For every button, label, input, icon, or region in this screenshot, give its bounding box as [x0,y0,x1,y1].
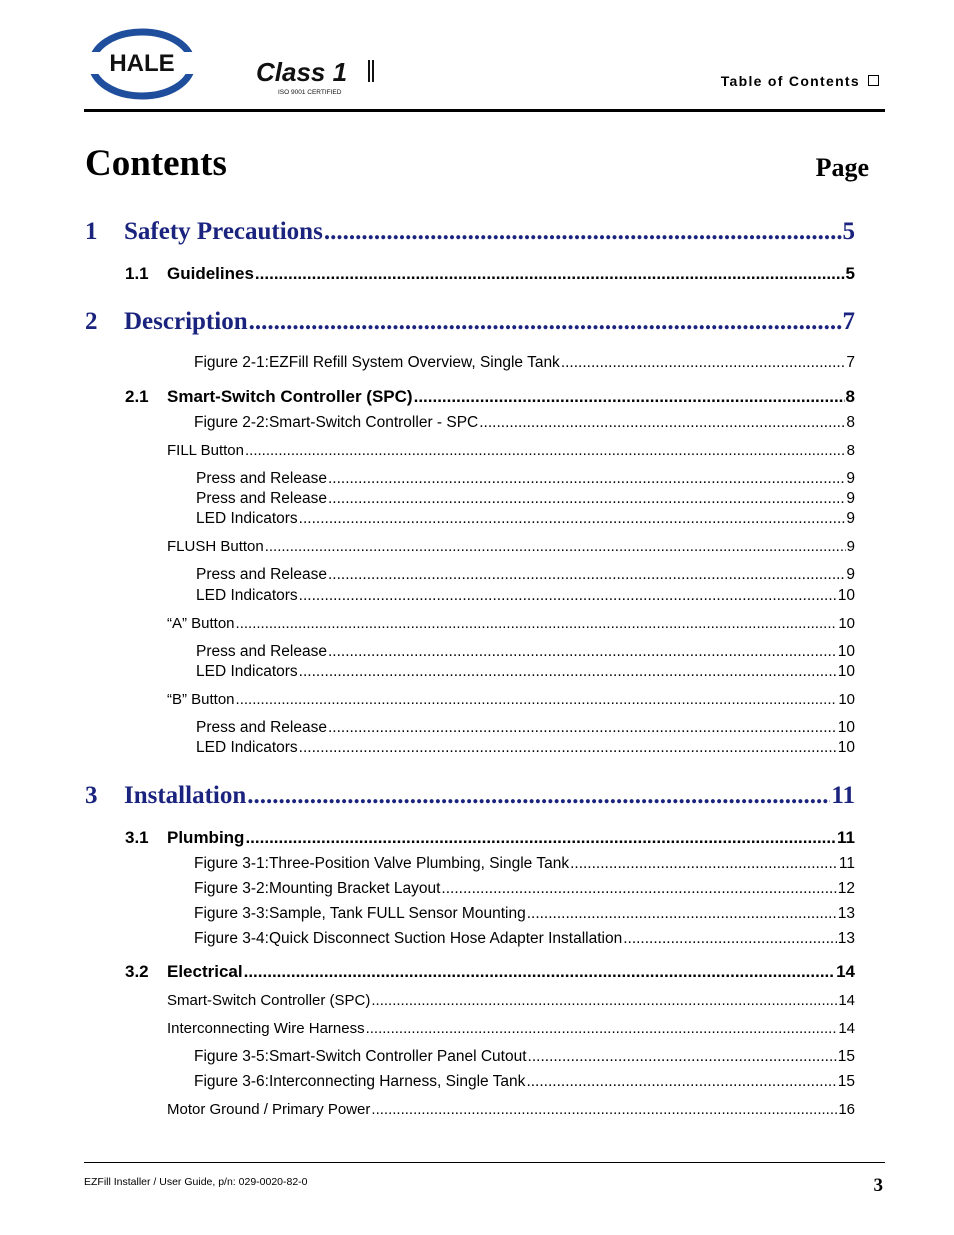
toc-subsection[interactable]: FLUSH Button ..... 9 [167,538,855,555]
running-header [721,73,879,89]
toc-subsubsection[interactable]: Press and Release ..... 9 [196,490,855,508]
toc-subsubsection[interactable]: Press and Release ..... 9 [196,566,855,584]
toc-figure[interactable]: Figure 3-5:Smart-Switch Controller Panel Cutout ..... 15 [194,1048,855,1066]
toc-section[interactable]: 3.1 Plumbing ..... 11 [125,828,855,848]
toc-subsection[interactable]: Interconnecting Wire Harness ..... 14 [167,1020,855,1037]
toc-figure[interactable]: Figure 3-2:Mounting Bracket Layout ..... 12 [194,880,855,898]
toc-section[interactable]: 3.2 Electrical ..... 14 [125,962,855,982]
page-column-label: Page [815,153,869,182]
toc-figure[interactable]: Figure 3-1:Three-Position Valve Plumbing, Single Tank ..... 11 [194,855,855,873]
toc-chapter[interactable]: 3 Installation ..... 11 [85,782,855,810]
running-header-text: Table of Contents [720,73,860,89]
hale-logo [86,28,198,100]
toc-subsubsection[interactable]: LED Indicators ..... 10 [196,739,855,757]
footer-document-title: EZFill Installer / User Guide, p/n: 029-0020-82-0 [84,1176,308,1188]
toc-subsubsection[interactable]: Press and Release ..... 10 [196,643,855,661]
toc-figure[interactable]: Figure 2-2:Smart-Switch Controller - SPC ..... 8 [194,414,855,432]
toc-subsubsection[interactable]: LED Indicators ..... 10 [196,663,855,681]
toc-chapter[interactable]: 2 Description ..... 7 [85,308,855,336]
svg-text:HALE: HALE [109,50,175,77]
footer-rule [84,1162,885,1163]
toc-subsubsection[interactable]: Press and Release ..... 9 [196,470,855,488]
toc-section[interactable]: 1.1 Guidelines ..... 5 [125,264,855,284]
toc-subsection[interactable]: “B” Button ..... 10 [167,691,855,708]
toc-section[interactable]: 2.1 Smart-Switch Controller (SPC) ..... 8 [125,387,855,407]
toc-subsubsection[interactable]: LED Indicators ..... 9 [196,510,855,528]
toc-figure[interactable]: Figure 3-6:Interconnecting Harness, Single Tank ..... 15 [194,1073,855,1091]
class1-logo [254,56,382,100]
page-title: Contents [85,143,227,184]
toc-subsubsection[interactable]: Press and Release ..... 10 [196,719,855,737]
toc-subsection[interactable]: FILL Button ..... 8 [167,442,855,459]
toc-chapter[interactable]: 1 Safety Precautions ..... 5 [85,218,855,246]
toc-figure[interactable]: Figure 3-3:Sample, Tank FULL Sensor Mounting ..... 13 [194,905,855,923]
toc-figure[interactable]: Figure 3-4:Quick Disconnect Suction Hose Adapter Installation ..... 13 [194,930,855,948]
toc-subsection[interactable]: Smart-Switch Controller (SPC) ..... 14 [167,992,855,1009]
toc-subsubsection[interactable]: LED Indicators ..... 10 [196,587,855,605]
footer-page-number: 3 [873,1175,883,1196]
toc-subsection[interactable]: Motor Ground / Primary Power ..... 16 [167,1101,855,1118]
toc-subsection[interactable]: “A” Button ..... 10 [167,615,855,632]
svg-text:Class 1: Class 1 [256,57,348,87]
header-rule [84,109,885,112]
svg-text:ISO 9001 CERTIFIED: ISO 9001 CERTIFIED [278,89,342,96]
checkbox-bullet-icon [868,75,879,86]
toc-figure[interactable]: Figure 2-1:EZFill Refill System Overview, Single Tank ..... 7 [194,354,855,372]
